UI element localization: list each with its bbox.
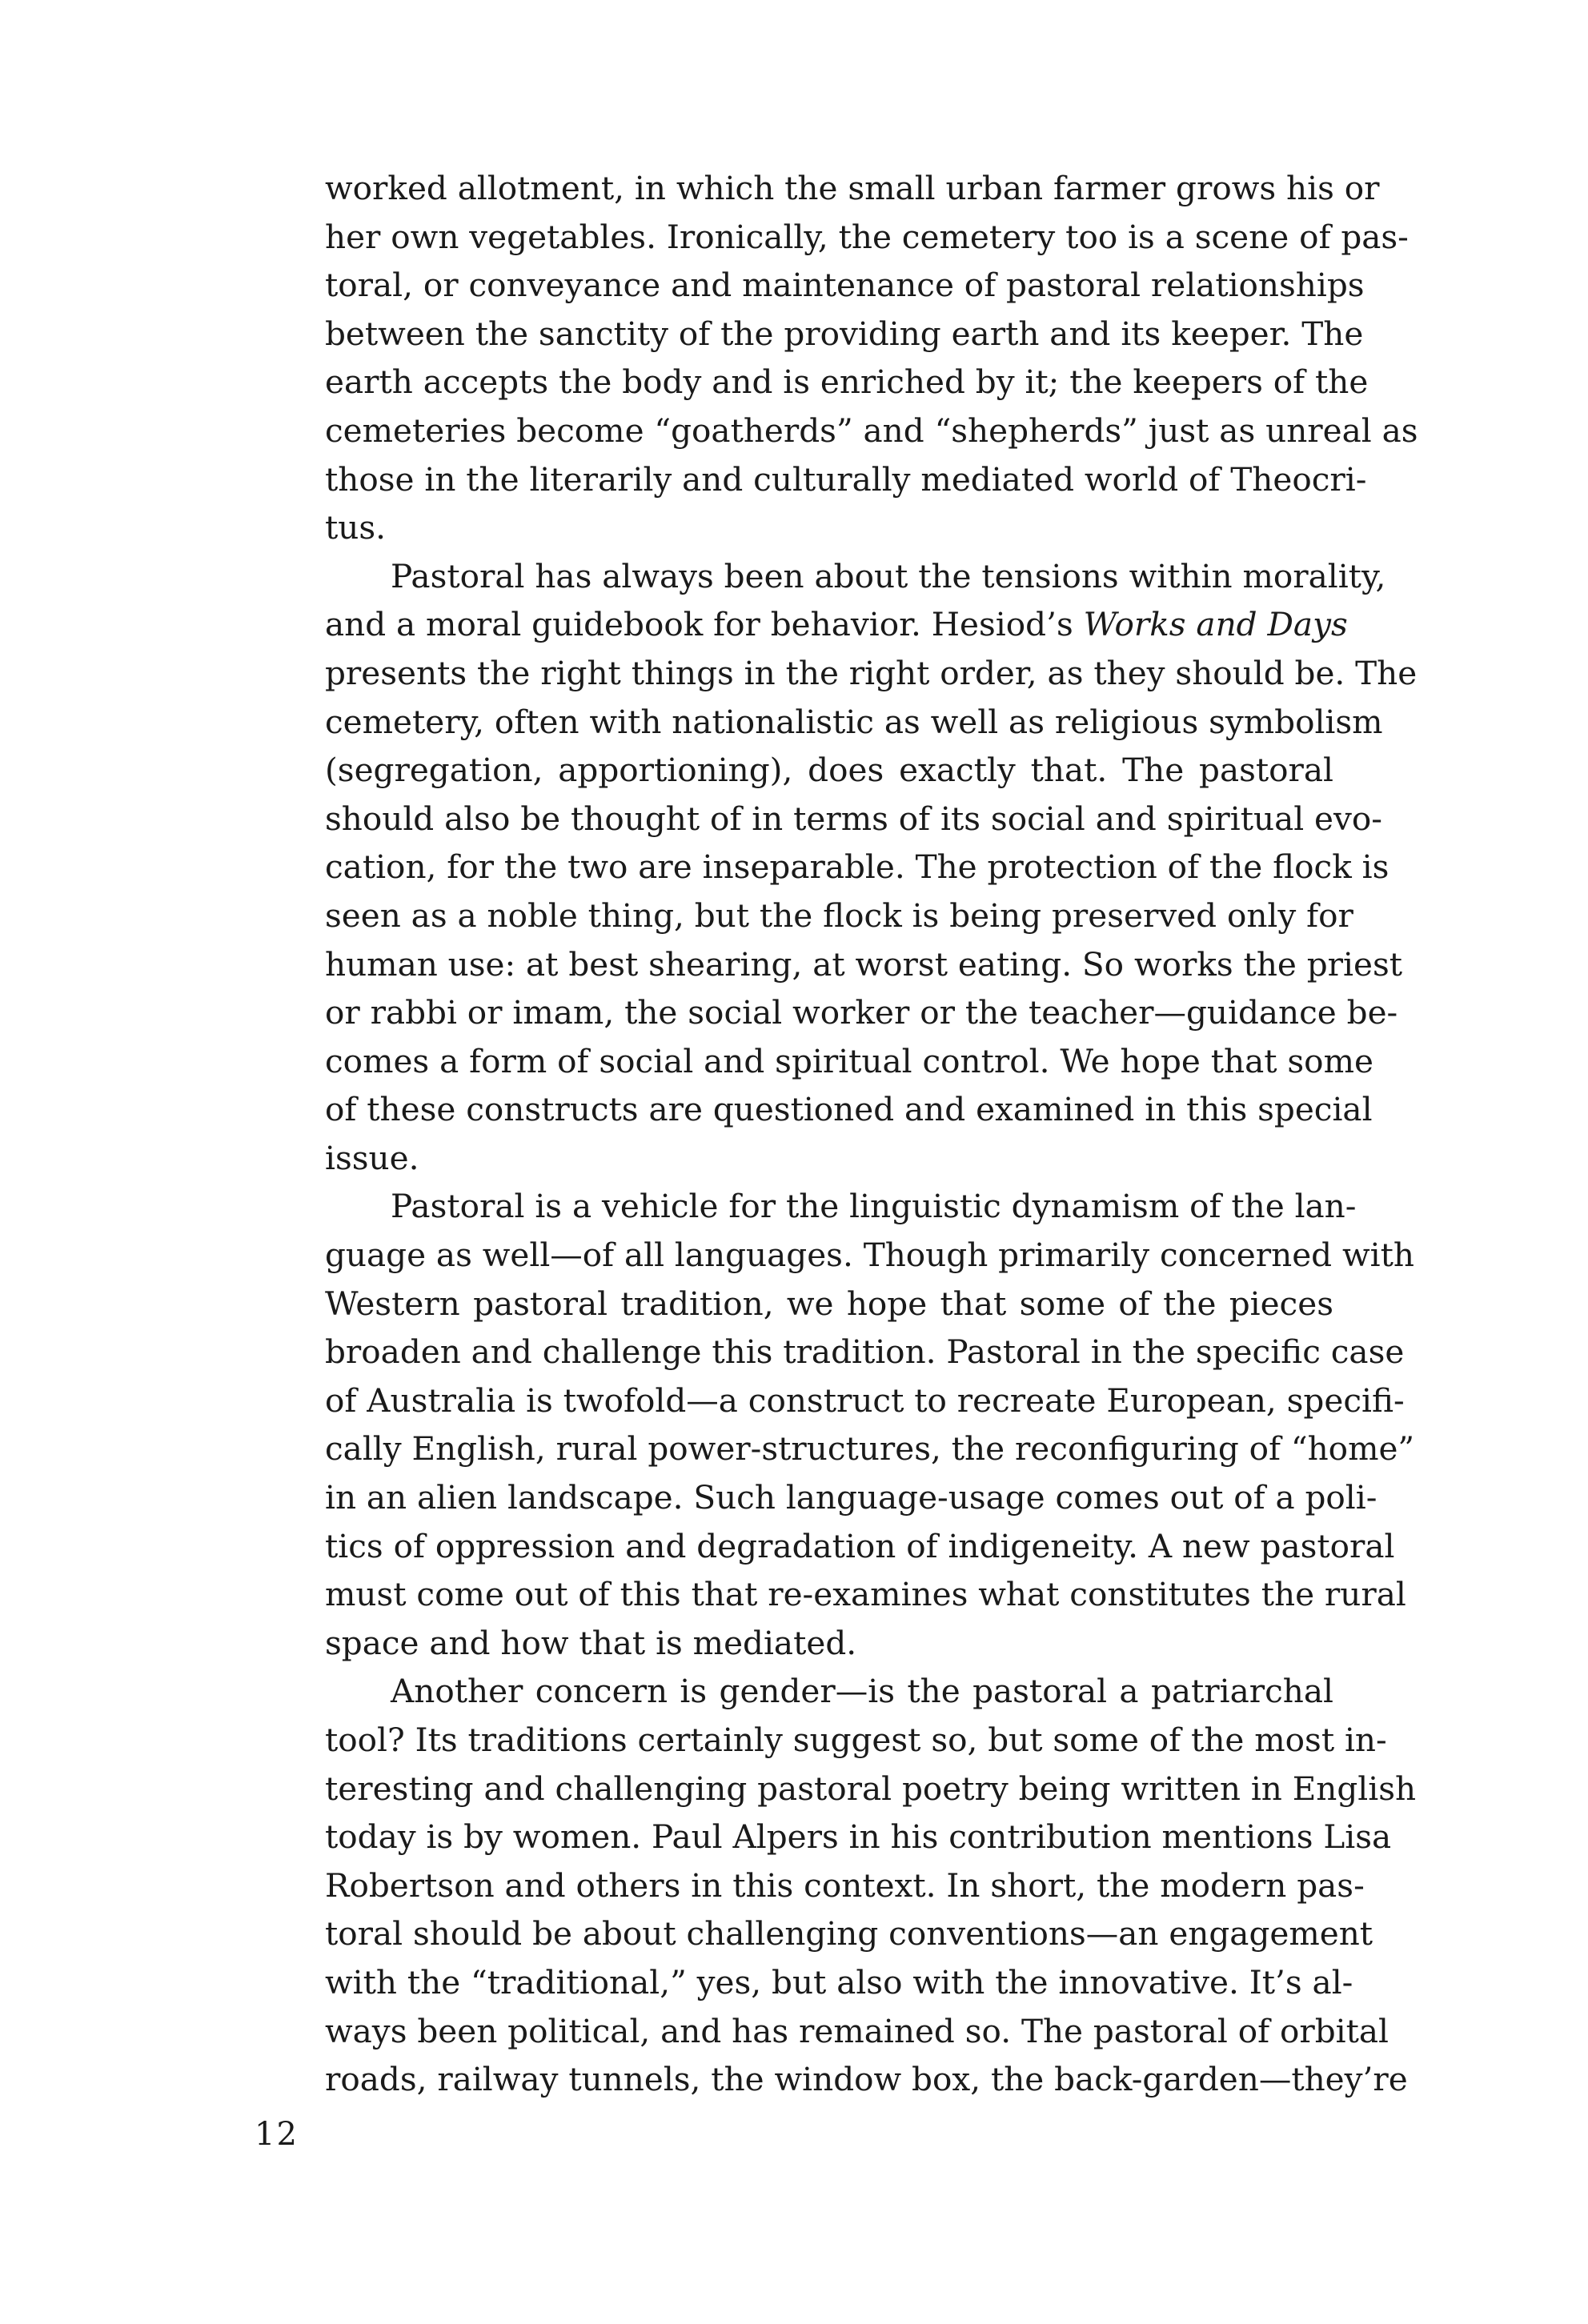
text-segment: and a moral guidebook for behavior. Hesiod’s Works and Days [325,605,1348,644]
paragraph-first-line: Pastoral has always been about the tensions within morality, [391,556,1386,595]
text-line: or rabbi or imam, the social worker or the teacher—guidance be- [325,993,1398,1032]
text-line: cally English, rural power-structures, the reconfiguring of “home” [325,1429,1415,1469]
paragraph-first-line: Another concern is gender—is the pastoral a patriarchal [391,1672,1333,1711]
text-line: must come out of this that re-examines what constitutes the rural [325,1575,1406,1614]
text-line: earth accepts the body and is enriched by it; the keepers of the [325,363,1369,402]
text-line: of these constructs are questioned and examined in this special [325,1090,1373,1129]
text-line: should also be thought of in terms of its social and spiritual evo- [325,799,1382,838]
text-line: cemeteries become “goatherds” and “shepherds” just as unreal as [325,411,1418,450]
text-line: worked allotment, in which the small urban farmer grows his or [325,169,1380,207]
text-line: those in the literarily and culturally mediated world of Theocri- [325,459,1367,499]
text-line: comes a form of social and spiritual control. We hope that some [325,1041,1373,1080]
text-line: Western pastoral tradition, we hope that some of the pieces [325,1284,1333,1323]
text-line: presents the right things in the right order, as they should be. The [325,653,1418,692]
text-line: teresting and challenging pastoral poetry being written in English [325,1769,1417,1808]
text-line: her own vegetables. Ironically, the cemetery too is a scene of pas- [325,217,1409,256]
text-line: cation, for the two are inseparable. The protection of the flock is [325,847,1390,887]
text-line: guage as well—of all languages. Though primarily concerned with [325,1236,1414,1275]
text-line: tool? Its traditions certainly suggest so, but some of the most in- [325,1721,1387,1759]
text-line: toral, or conveyance and maintenance of pastoral relationships [325,266,1365,305]
text-line: tics of oppression and degradation of indigeneity. A new pastoral [325,1526,1395,1565]
text-line: ways been political, and has remained so. The pastoral of orbital [325,2011,1389,2050]
page-number: 12 [255,2116,299,2153]
text-line: space and how that is mediated. [325,1623,857,1662]
text-line: roads, railway tunnels, the window box, the back-garden—they’re [325,2060,1408,2099]
text-line: (segregation, apportioning), does exactly that. The pastoral [325,751,1333,790]
text-line [325,600,1348,649]
text-line: today is by women. Paul Alpers in his contribution mentions Lisa [325,1817,1392,1857]
body-text [325,164,1418,2104]
text-line: of Australia is twofold—a construct to recreate European, specifi- [325,1380,1405,1420]
text-line: Robertson and others in this context. In short, the modern pas- [325,1865,1365,1905]
paragraph-first-line: Pastoral is a vehicle for the linguistic dynamism of the lan- [391,1187,1357,1226]
text-line: seen as a noble thing, but the flock is being preserved only for [325,896,1353,935]
text-line: toral should be about challenging conventions—an engagement [325,1914,1373,1953]
text-line: with the “traditional,” yes, but also with the innovative. It’s al- [325,1962,1353,2001]
text-line: in an alien landscape. Such language-usage comes out of a poli- [325,1478,1377,1517]
book-title: Works and Days [1083,605,1348,644]
text-line: cemetery, often with nationalistic as well as religious symbolism [325,702,1383,741]
text-line: issue. [325,1138,419,1177]
text-line: human use: at best shearing, at worst eating. So works the priest [325,944,1403,984]
text-line: tus. [325,508,387,547]
text-line: between the sanctity of the providing earth and its keeper. The [325,314,1364,353]
text-line: broaden and challenge this tradition. Pastoral in the specific case [325,1332,1405,1372]
